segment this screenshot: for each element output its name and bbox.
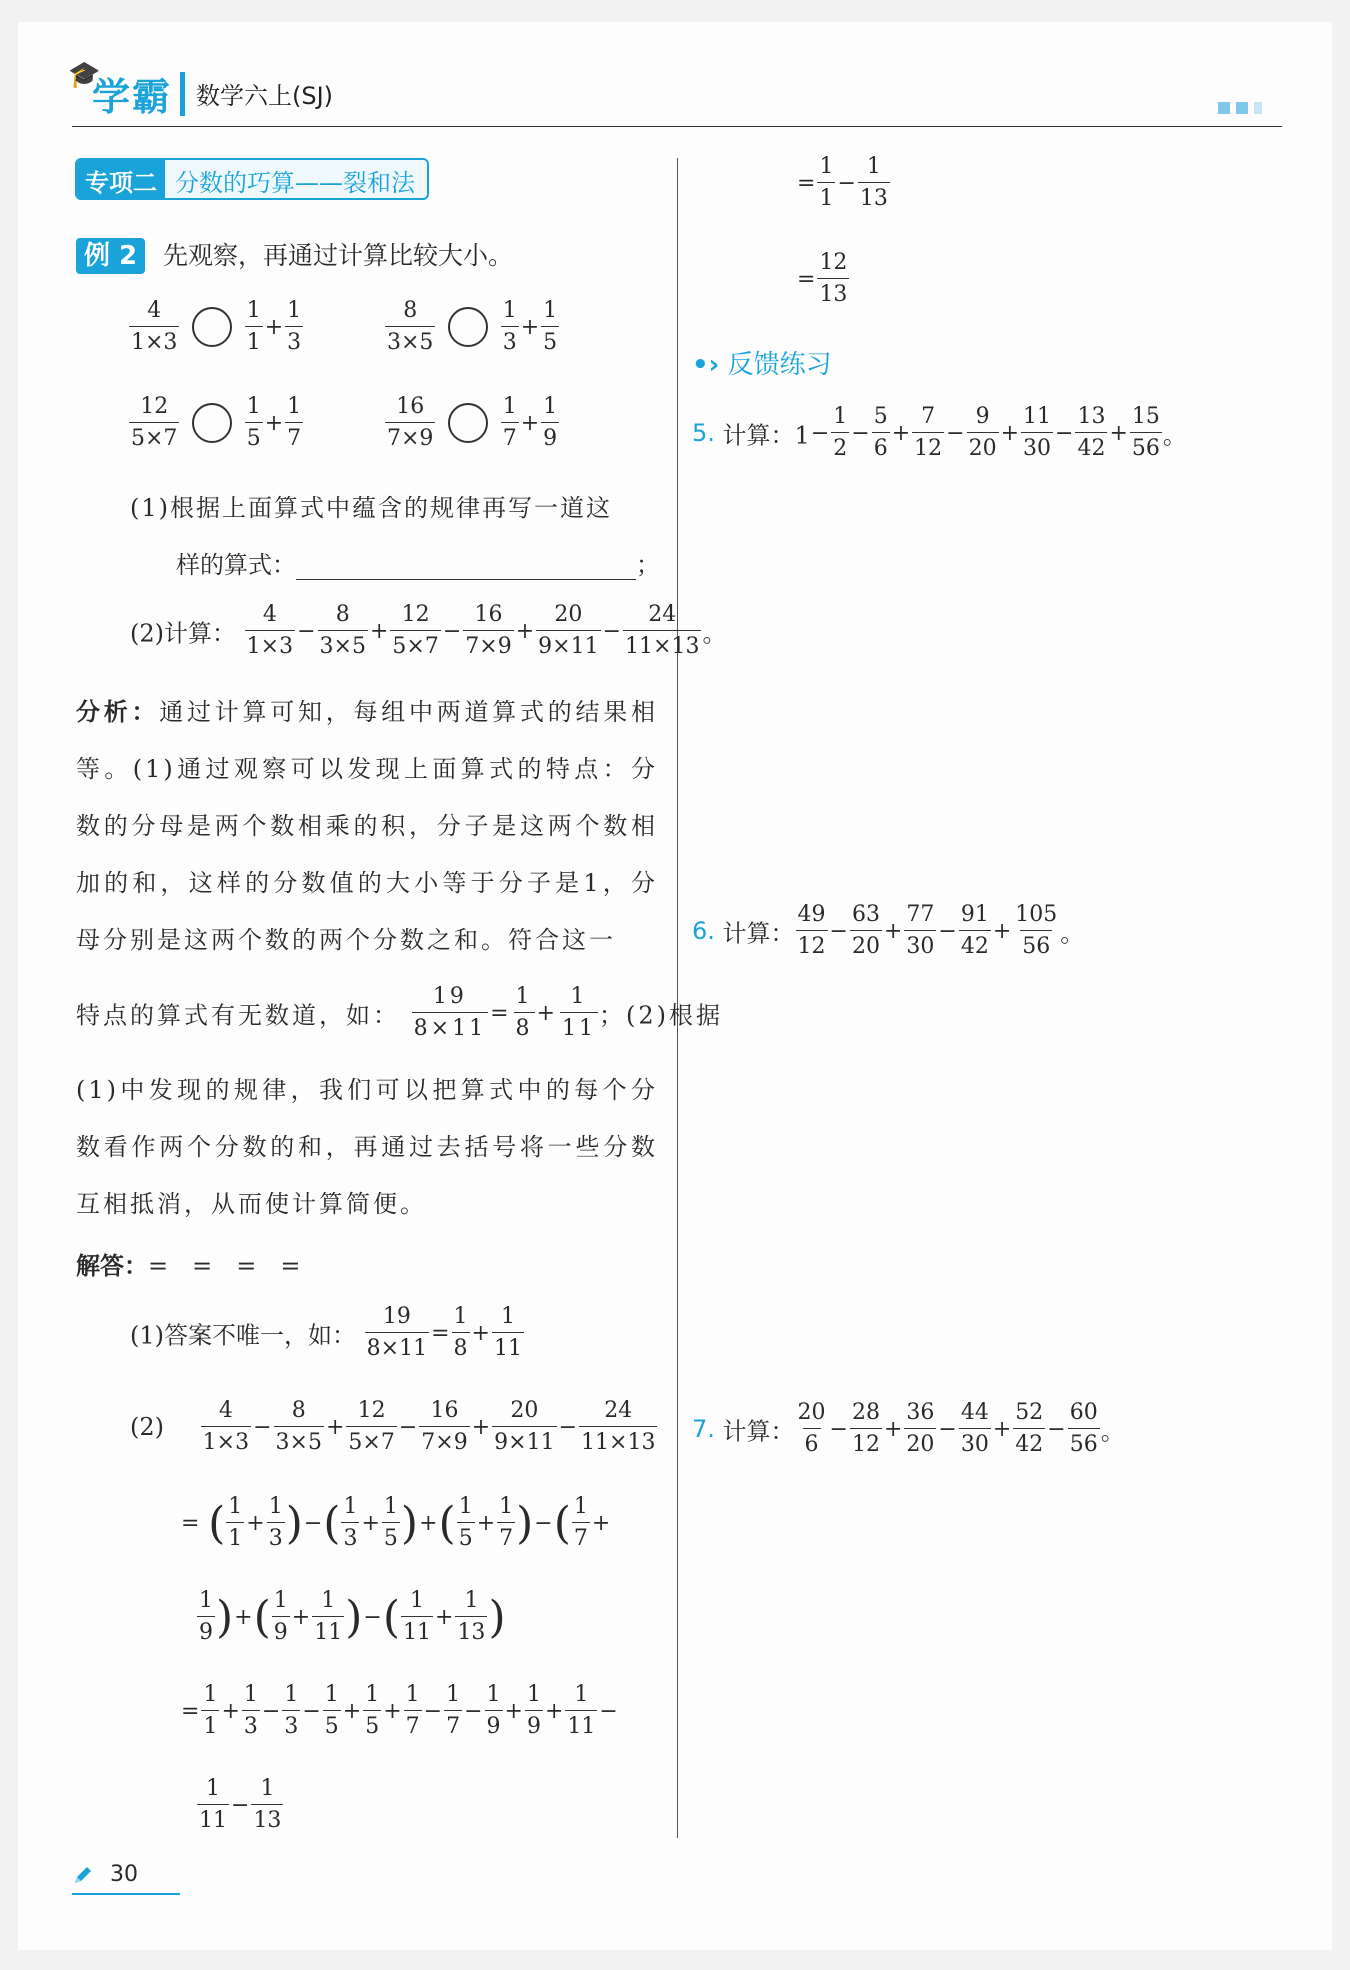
- exercise-5: 5. 计算：1− $\frac{1}{2}$ − $\frac{5}{6}$ + $\frac{7}{12}$ − $\frac{9}{20}$ + $\frac{11}{30}$ − $\frac{13}{42}$ + $\frac{15}{56}$ 。: [692, 404, 1187, 461]
- operator: +: [883, 918, 903, 944]
- parenthesis: (: [208, 1497, 226, 1549]
- fraction: $\frac{24}{11\times 13}$: [625, 602, 700, 659]
- compare-circle[interactable]: [448, 403, 488, 443]
- answer-2-step2-line2: [196, 1778, 284, 1832]
- fraction: $\frac{77}{30}$: [906, 902, 935, 959]
- fraction: $\frac{8}{3\times 5}$: [275, 1398, 322, 1455]
- analysis-block-1: 分析：通过计算可知，每组中两道算式的结果相等。(1)通过观察可以发现上面算式的特点：分数的分母是两个数相乘的积，分子是这两个数相加的和，这样的分数值的大小等于分子是1，分母分别是这两个数的两个分数之和。符合这一: [76, 698, 658, 954]
- analysis-block-2: 特点的算式有无数道，如： $\frac{19}{8\times 11}$ = $\frac{1}{8}$ + $\frac{1}{11}$ ；(2)根据: [76, 984, 723, 1041]
- comparison-2: $\frac{8}{3\times 5}$ $\frac{1}{3}$ + $\frac{1}{5}$: [387, 298, 558, 355]
- fraction: $\frac{12}{5\times 7}$: [348, 1398, 395, 1455]
- operator: +: [246, 1510, 265, 1536]
- exercise-6: 6. 计算： $\frac{49}{12}$ − $\frac{63}{20}$ + $\frac{77}{30}$ − $\frac{91}{42}$ + $\frac{105}{56}$ 。: [692, 902, 1085, 959]
- page-header: [68, 60, 1282, 130]
- operator: +: [992, 1416, 1012, 1442]
- fraction: $\frac{91}{42}$: [960, 902, 989, 959]
- operator: −: [442, 618, 462, 644]
- topic-banner: [75, 158, 429, 200]
- parenthesis: (: [438, 1497, 456, 1549]
- fraction: $\frac{1}{11}$: [314, 1588, 343, 1645]
- fraction: $\frac{1}{3}$: [243, 1682, 258, 1739]
- fraction: $\frac{1}{7}$: [573, 1494, 588, 1551]
- operator: +: [504, 1698, 523, 1724]
- operator: −: [599, 1698, 618, 1724]
- operator: +: [234, 1604, 253, 1630]
- parenthesis: ): [488, 1591, 506, 1643]
- operator: −: [829, 918, 848, 944]
- fraction: $\frac{7}{12}$: [914, 404, 943, 461]
- fraction: $\frac{1}{9}$: [526, 1682, 541, 1739]
- fraction: $\frac{16}{7\times 9}$: [465, 602, 512, 659]
- header-divider: [180, 72, 185, 116]
- page-footer: [72, 1862, 138, 1887]
- fraction: $\frac{1}{3}$: [343, 1494, 358, 1551]
- parenthesis: (: [382, 1591, 400, 1643]
- fraction: $\frac{11}{30}$: [1023, 404, 1052, 461]
- fraction: $\frac{1}{1}$: [819, 154, 834, 211]
- operator: +: [515, 618, 535, 644]
- operator: −: [829, 1416, 848, 1442]
- fraction: $\frac{4}{1\times 3}$: [202, 1398, 250, 1455]
- operator: +: [383, 1698, 402, 1724]
- operator: +: [883, 1416, 903, 1442]
- operator: −: [602, 618, 622, 644]
- operator: +: [1000, 420, 1020, 446]
- analysis-block-3: (1)中发现的规律，我们可以把算式中的每个分数看作两个分数的和，再通过去括号将一些分数互相抵消，从而使计算简便。: [76, 1076, 658, 1218]
- fraction: $\frac{28}{12}$: [851, 1400, 880, 1457]
- fraction: $\frac{1}{7}$: [499, 1494, 514, 1551]
- fraction: $\frac{8}{3\times 5}$: [319, 602, 366, 659]
- fraction: $\frac{1}{1}$: [203, 1682, 218, 1739]
- answer-2-step2-line1: = $\frac{1}{1}$ + $\frac{1}{3}$ − $\frac{1}{3}$ − $\frac{1}{5}$ + $\frac{1}{5}$ + $\frac{1}{7}$ − $\frac{1}{7}$ − $\frac{1}{9}$ + $\frac{1}{9}$ + $\frac{1}{11}$ −: [181, 1682, 618, 1739]
- header-decoration: [1218, 102, 1262, 114]
- parenthesis: (: [553, 1497, 571, 1549]
- operator: +: [291, 1604, 311, 1630]
- operator: −: [810, 420, 830, 446]
- pencil-icon: [72, 1864, 94, 1886]
- parenthesis: ): [345, 1591, 363, 1643]
- answer-2-step3: = $\frac{1}{1}$ − $\frac{1}{13}$: [797, 154, 888, 211]
- fraction: $\frac{20}{6}$: [797, 1400, 826, 1457]
- parenthesis: (: [253, 1591, 271, 1643]
- header-rule: [72, 126, 1282, 127]
- fraction: $\frac{15}{56}$: [1131, 404, 1160, 461]
- parenthesis: ): [285, 1497, 303, 1549]
- operator: +: [435, 1604, 454, 1630]
- fraction: $\frac{20}{9\times 11}$: [538, 602, 599, 659]
- fraction: $\frac{1}{7}$: [446, 1682, 461, 1739]
- comparison-1: $\frac{4}{1\times 3}$ $\frac{1}{1}$ + $\frac{1}{3}$: [131, 298, 302, 355]
- exercise-7: 7. 计算： $\frac{20}{6}$ − $\frac{28}{12}$ + $\frac{36}{20}$ − $\frac{44}{30}$ + $\frac{52}{42}$ − $\frac{60}{56}$ 。: [692, 1400, 1125, 1457]
- answer-2-expression: (2) $\frac{4}{1\times 3}$ − $\frac{8}{3\times 5}$ + $\frac{12}{5\times 7}$ − $\frac{16}{7\times 9}$ + $\frac{20}{9\times 11}$ − $\frac{24}{11\times 13}$: [130, 1398, 656, 1455]
- fraction: $\frac{1}{1}$: [228, 1494, 243, 1551]
- operator: −: [946, 420, 965, 446]
- topic-tag: 专项二: [77, 160, 165, 198]
- operator: −: [464, 1698, 483, 1724]
- operator: +: [891, 420, 911, 446]
- topic-title: 分数的巧算——裂和法: [165, 160, 427, 198]
- fraction: $\frac{24}{11\times 13}$: [581, 1398, 656, 1455]
- operator: +: [361, 1510, 380, 1536]
- fraction: $\frac{49}{12}$: [797, 902, 826, 959]
- fraction: $\frac{1}{2}$: [833, 404, 848, 461]
- operator: −: [423, 1698, 443, 1724]
- fraction: $\frac{13}{42}$: [1077, 404, 1106, 461]
- book-title: 数学六上(SJ): [196, 82, 334, 110]
- operator: −: [303, 1510, 323, 1536]
- fraction: $\frac{12}{5\times 7}$: [392, 602, 439, 659]
- answer-blank[interactable]: [296, 553, 636, 580]
- operator: −: [534, 1510, 553, 1536]
- fraction: $\frac{1}{5}$: [324, 1682, 339, 1739]
- parenthesis: ): [400, 1497, 419, 1549]
- operator: +: [419, 1510, 438, 1536]
- answer-heading: 解答：= = = =: [76, 1252, 301, 1280]
- fraction: $\frac{36}{20}$: [906, 1400, 935, 1457]
- operator: −: [938, 1416, 957, 1442]
- graduation-cap-icon: 🎓: [68, 60, 101, 90]
- question-2: (2)计算： $\frac{4}{1\times 3}$ − $\frac{8}{3\times 5}$ + $\frac{12}{5\times 7}$ − $\frac{16}{7\times 9}$ + $\frac{20}{9\times 11}$ − $\frac{24}{11\times 13}$ 。: [130, 602, 727, 659]
- fraction: $\frac{1}{11}$: [199, 1776, 227, 1833]
- answer-2-step1-line2: [196, 1590, 506, 1644]
- fraction: $\frac{9}{20}$: [968, 404, 997, 461]
- operator: +: [544, 1698, 564, 1724]
- compare-circle[interactable]: [192, 403, 232, 443]
- operator: −: [1055, 420, 1074, 446]
- operator: −: [398, 1414, 418, 1440]
- operator: −: [1047, 1416, 1066, 1442]
- operator: +: [1109, 420, 1128, 446]
- parenthesis: ): [516, 1497, 534, 1549]
- fraction: $\frac{1}{5}$: [458, 1494, 473, 1551]
- fraction: $\frac{1}{9}$: [486, 1682, 501, 1739]
- question-1-line1: (1)根据上面算式中蕴含的规律再写一道这: [130, 494, 612, 522]
- fraction: $\frac{1}{13}$: [457, 1588, 486, 1645]
- operator: −: [253, 1414, 272, 1440]
- example-prompt: 先观察，再通过计算比较大小。: [163, 241, 514, 270]
- parenthesis: (: [323, 1497, 341, 1549]
- operator: +: [476, 1510, 496, 1536]
- footer-rule: [72, 1893, 180, 1895]
- fraction: $\frac{105}{56}$: [1015, 902, 1058, 959]
- operator: +: [221, 1698, 240, 1724]
- operator: −: [851, 420, 870, 446]
- fraction: $\frac{44}{30}$: [960, 1400, 989, 1457]
- fraction: $\frac{1}{3}$: [284, 1682, 299, 1739]
- operator: −: [837, 170, 856, 196]
- fraction: $\frac{5}{6}$: [873, 404, 888, 461]
- operator: +: [369, 618, 389, 644]
- compare-circle[interactable]: [192, 307, 232, 347]
- example-label: 例 2: [76, 238, 145, 274]
- operator: −: [231, 1792, 250, 1818]
- fraction: $\frac{4}{1\times 3}$: [246, 602, 294, 659]
- fraction: $\frac{1}{5}$: [383, 1494, 398, 1551]
- operator: +: [342, 1698, 362, 1724]
- operator: −: [297, 618, 316, 644]
- feedback-title: 反馈练习: [727, 350, 832, 380]
- fraction: $\frac{20}{9\times 11}$: [494, 1398, 555, 1455]
- fraction: $\frac{60}{56}$: [1069, 1400, 1098, 1457]
- compare-circle[interactable]: [448, 307, 488, 347]
- operator: −: [363, 1604, 382, 1630]
- fraction: $\frac{1}{9}$: [199, 1588, 213, 1645]
- operator: −: [302, 1698, 321, 1724]
- fraction: $\frac{1}{11}$: [567, 1682, 596, 1739]
- operator: −: [558, 1414, 578, 1440]
- answer-2-step1-line1: = ( $\frac{1}{1}$ + $\frac{1}{3}$ )−( $\frac{1}{3}$ + $\frac{1}{5}$ )+( $\frac{1}{5}$ + $\frac{1}{7}$ )−( $\frac{1}{7}$ +: [181, 1494, 611, 1551]
- operator: +: [591, 1510, 611, 1536]
- fraction: $\frac{52}{42}$: [1015, 1400, 1044, 1457]
- fraction: $\frac{1}{7}$: [405, 1682, 420, 1739]
- operator: −: [261, 1698, 281, 1724]
- answer-1: (1)答案不唯一，如： $\frac{19}{8\times 11}$ = $\frac{1}{8}$ + $\frac{1}{11}$: [130, 1304, 522, 1361]
- fraction: $\frac{1}{13}$: [253, 1776, 282, 1833]
- brand-logo: 学霸: [92, 75, 173, 119]
- fraction: $\frac{1}{11}$: [403, 1588, 431, 1645]
- fraction: $\frac{4}{1\times 3}$: [131, 298, 178, 355]
- operator: +: [471, 1414, 491, 1440]
- fraction: $\frac{16}{7\times 9}$: [421, 1398, 468, 1455]
- fraction: $\frac{1}{9}$: [273, 1588, 288, 1645]
- chevron-right-icon: •›: [692, 350, 720, 380]
- feedback-heading: [692, 344, 832, 381]
- fraction: $\frac{1}{13}$: [859, 154, 888, 211]
- operator: +: [325, 1414, 345, 1440]
- comparison-3: $\frac{12}{5\times 7}$ $\frac{1}{5}$ + $\frac{1}{7}$: [131, 394, 302, 451]
- comparison-4: $\frac{16}{7\times 9}$ $\frac{1}{7}$ + $\frac{1}{9}$: [387, 394, 558, 451]
- parenthesis: ): [216, 1591, 234, 1643]
- answer-2-step4: = $\frac{12}{13}$: [797, 250, 848, 307]
- operator: +: [992, 918, 1012, 944]
- operator: −: [938, 918, 957, 944]
- question-1-line2: 样的算式： ；: [176, 551, 660, 579]
- fraction: $\frac{1}{5}$: [365, 1682, 380, 1739]
- fraction: $\frac{1}{3}$: [268, 1494, 283, 1551]
- fraction: $\frac{63}{20}$: [851, 902, 880, 959]
- page-number: 30: [110, 1862, 138, 1887]
